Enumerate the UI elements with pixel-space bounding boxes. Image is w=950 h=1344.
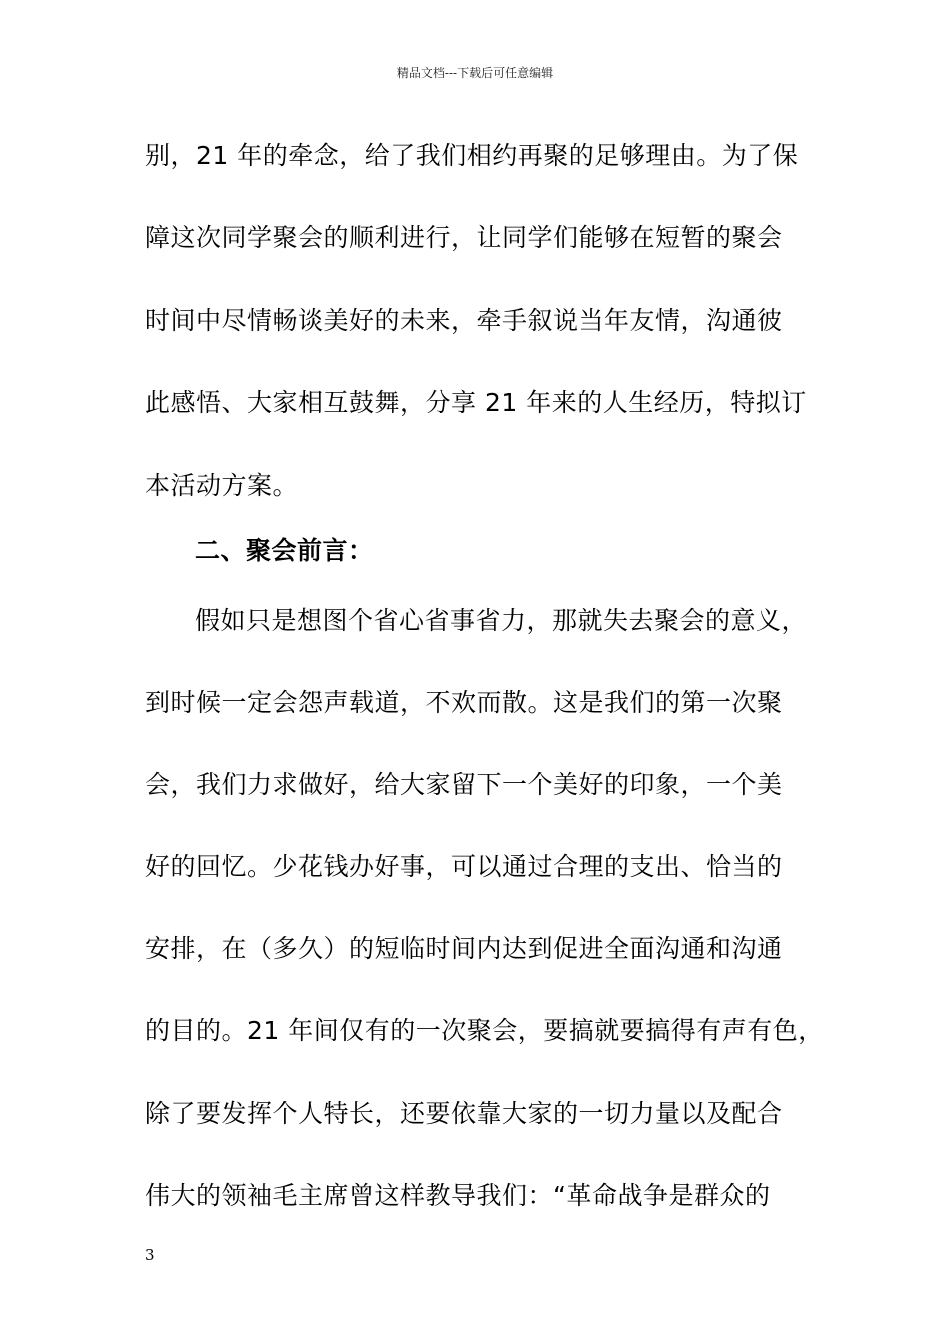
text-line: 伟大的领袖毛主席曾这样教导我们：“革命战争是群众的 <box>145 1181 771 1210</box>
text-line: 安排，在（多久）的短临时间内达到促进全面沟通和沟通 <box>145 934 783 963</box>
text-line: 障这次同学聚会的顺利进行，让同学们能够在短暂的聚会 <box>145 223 783 252</box>
text-line: 时间中尽情畅谈美好的未来，牵手叙说当年友情，沟通彼 <box>145 306 783 335</box>
section-heading: 二、聚会前言： <box>195 536 374 565</box>
page-header: 精品文档---下载后可任意编辑 <box>396 66 554 80</box>
text-line: 到时候一定会怨声载道，不欢而散。这是我们的第一次聚 <box>145 688 783 717</box>
text-line: 会，我们力求做好，给大家留下一个美好的印象，一个美 <box>145 770 783 799</box>
page-number: 3 <box>145 1246 155 1264</box>
text-line: 本活动方案。 <box>145 471 299 500</box>
text-line: 此感悟、大家相互鼓舞，分享 21 年来的人生经历，特拟订 <box>145 388 807 417</box>
text-line: 除了要发挥个人特长，还要依靠大家的一切力量以及配合 <box>145 1099 783 1128</box>
text-line: 别，21 年的牵念，给了我们相约再聚的足够理由。为了保 <box>145 141 799 170</box>
text-line: 假如只是想图个省心省事省力，那就失去聚会的意义， <box>195 606 808 635</box>
text-line: 的目的。21 年间仅有的一次聚会，要搞就要搞得有声有色， <box>145 1016 824 1045</box>
text-line: 好的回忆。少花钱办好事，可以通过合理的支出、恰当的 <box>145 852 783 881</box>
